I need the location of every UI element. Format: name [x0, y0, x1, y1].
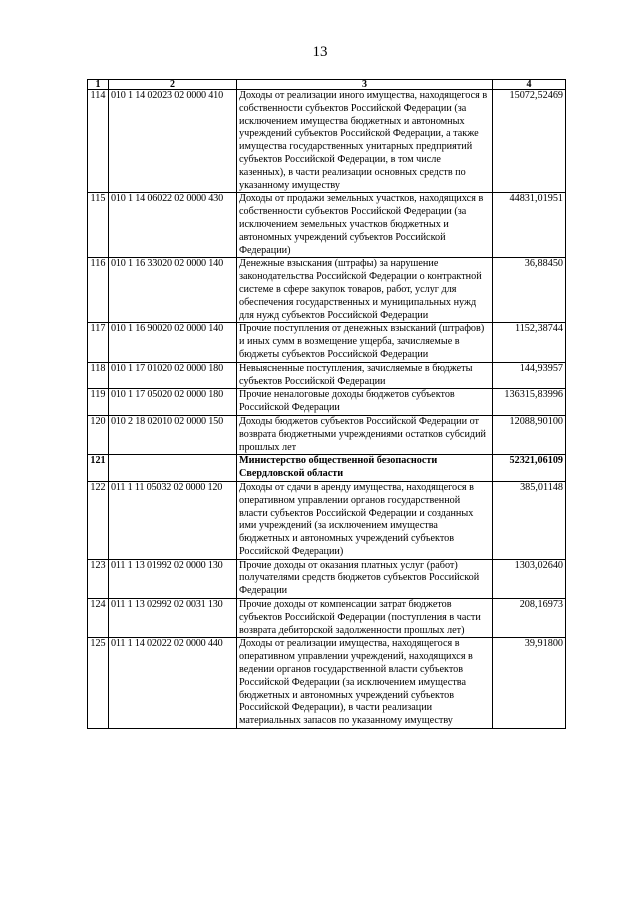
amount-value: 39,91800 [493, 638, 566, 729]
amount-value: 52321,06109 [493, 455, 566, 482]
header-col-2: 2 [109, 80, 237, 90]
row-number: 115 [88, 193, 109, 258]
table-header-row [88, 80, 566, 90]
row-number: 125 [88, 638, 109, 729]
table-row [88, 455, 566, 482]
budget-code: 010 1 16 33020 02 0000 140 [109, 258, 237, 323]
row-number: 120 [88, 415, 109, 454]
budget-code: 010 1 14 06022 02 0000 430 [109, 193, 237, 258]
revenue-description: Прочие поступления от денежных взысканий (штрафов) и иных сумм в возмещение ущерба, зачисляемые в бюджеты субъектов Российской Федерации [237, 323, 493, 362]
revenue-description: Доходы от сдачи в аренду имущества, находящегося в оперативном управлении органов государственной власти субъектов Российской Федерации и созданных ими учреждений (за исключением имущества бюджетных и автономных учреждений субъектов Российской Федерации) [237, 481, 493, 559]
table-row [88, 415, 566, 454]
budget-code: 010 1 16 90020 02 0000 140 [109, 323, 237, 362]
row-number: 119 [88, 389, 109, 416]
table-row [88, 323, 566, 362]
amount-value: 385,01148 [493, 481, 566, 559]
table-row [88, 258, 566, 323]
budget-code: 010 1 17 01020 02 0000 180 [109, 362, 237, 389]
amount-value: 144,93957 [493, 362, 566, 389]
table-row [88, 638, 566, 729]
amount-value: 136315,83996 [493, 389, 566, 416]
table-row [88, 559, 566, 598]
revenue-description: Министерство общественной безопасности Свердловской области [237, 455, 493, 482]
amount-value: 44831,01951 [493, 193, 566, 258]
table-row [88, 362, 566, 389]
revenue-description: Доходы бюджетов субъектов Российской Федерации от возврата бюджетными учреждениями остатков субсидий прошлых лет [237, 415, 493, 454]
budget-code [109, 455, 237, 482]
budget-code: 010 2 18 02010 02 0000 150 [109, 415, 237, 454]
amount-value: 12088,90100 [493, 415, 566, 454]
table-row [88, 90, 566, 193]
budget-code: 011 1 13 02992 02 0031 130 [109, 599, 237, 638]
revenue-description: Доходы от продажи земельных участков, находящихся в собственности субъектов Российской Федерации (за исключением земельных участков бюджетных и автономных учреждений субъектов Российской Федерации) [237, 193, 493, 258]
table-body [88, 90, 566, 729]
amount-value: 1152,38744 [493, 323, 566, 362]
header-col-3: 3 [237, 80, 493, 90]
table-row [88, 481, 566, 559]
row-number: 122 [88, 481, 109, 559]
amount-value: 36,88450 [493, 258, 566, 323]
budget-code: 011 1 11 05032 02 0000 120 [109, 481, 237, 559]
budget-code: 011 1 14 02022 02 0000 440 [109, 638, 237, 729]
row-number: 118 [88, 362, 109, 389]
table-row [88, 389, 566, 416]
revenue-description: Прочие неналоговые доходы бюджетов субъектов Российской Федерации [237, 389, 493, 416]
budget-code: 010 1 17 05020 02 0000 180 [109, 389, 237, 416]
table-row [88, 193, 566, 258]
row-number: 121 [88, 455, 109, 482]
header-col-1: 1 [88, 80, 109, 90]
revenue-description: Невыясненные поступления, зачисляемые в бюджеты субъектов Российской Федерации [237, 362, 493, 389]
revenue-description: Доходы от реализации иного имущества, находящегося в собственности субъектов Российской Федерации (за исключением имущества бюджетных и автономных учреждений субъектов Российской Федерации, а также имущества государственных унитарных предприятий субъектов Российской Федерации, в том числе казенных), в части реализации основных средств по указанному имуществу [237, 90, 493, 193]
page-number: 13 [312, 44, 328, 60]
amount-value: 208,16973 [493, 599, 566, 638]
row-number: 123 [88, 559, 109, 598]
row-number: 114 [88, 90, 109, 193]
row-number: 124 [88, 599, 109, 638]
revenue-description: Денежные взыскания (штрафы) за нарушение законодательства Российской Федерации о контрактной системе в сфере закупок товаров, работ, услуг для обеспечения государственных и муниципальных нужд для нужд субъектов Российской Федерации [237, 258, 493, 323]
row-number: 117 [88, 323, 109, 362]
row-number: 116 [88, 258, 109, 323]
header-col-4: 4 [493, 80, 566, 90]
revenue-description: Доходы от реализации имущества, находящегося в оперативном управлении учреждений, находящихся в ведении органов государственной власти субъектов Российской Федерации (за исключением имущества бюджетных и автономных учреждений субъектов Российской Федерации), в части реализации материальных запасов по указанному имуществу [237, 638, 493, 729]
amount-value: 15072,52469 [493, 90, 566, 193]
revenue-description: Прочие доходы от компенсации затрат бюджетов субъектов Российской Федерации (поступления в части возврата дебиторской задолженности прошлых лет) [237, 599, 493, 638]
revenue-description: Прочие доходы от оказания платных услуг (работ) получателями средств бюджетов субъектов Российской Федерации [237, 559, 493, 598]
revenue-table [87, 79, 566, 729]
budget-code: 011 1 13 01992 02 0000 130 [109, 559, 237, 598]
table-row [88, 599, 566, 638]
amount-value: 1303,02640 [493, 559, 566, 598]
budget-code: 010 1 14 02023 02 0000 410 [109, 90, 237, 193]
